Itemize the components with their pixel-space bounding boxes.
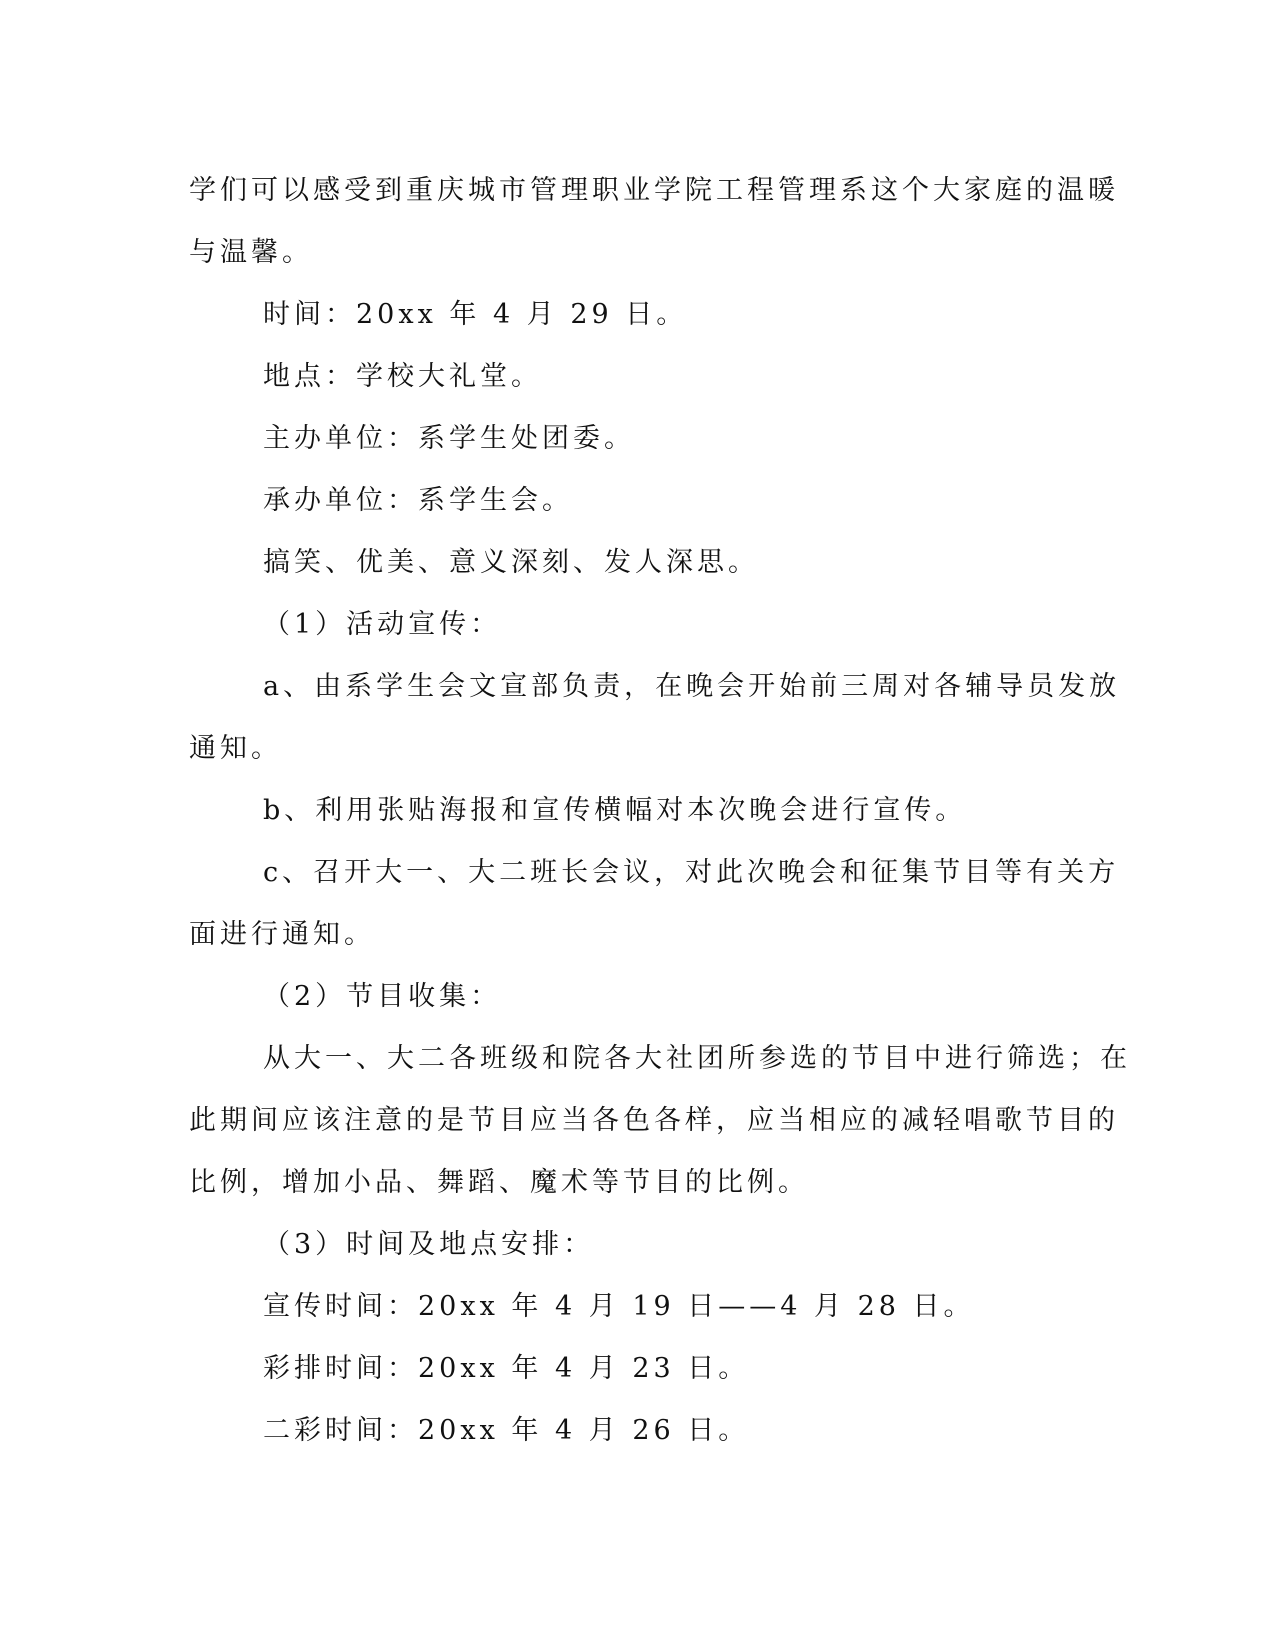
section-heading: （2）节目收集： [263, 981, 502, 1012]
paragraph-line: 从大一、大二各班级和院各大社团所参选的节目中进行筛选；在 [263, 1043, 1131, 1074]
theme-line: 搞笑、优美、意义深刻、发人深思。 [263, 547, 759, 578]
co-organizer-line: 承办单位：系学生会。 [263, 485, 573, 516]
paragraph-line: 面进行通知。 [189, 919, 375, 950]
event-location-line: 地点：学校大礼堂。 [263, 361, 542, 392]
section-heading: （3）时间及地点安排： [263, 1229, 595, 1260]
schedule-line: 二彩时间：20xx 年 4 月 26 日。 [263, 1415, 750, 1446]
schedule-line: 宣传时间：20xx 年 4 月 19 日——4 月 28 日。 [263, 1291, 975, 1322]
document-body [189, 160, 1131, 1462]
paragraph-line: a、由系学生会文宣部负责，在晚会开始前三周对各辅导员发放 [263, 671, 1121, 702]
section-heading: （1）活动宣传： [263, 609, 502, 640]
schedule-line: 彩排时间：20xx 年 4 月 23 日。 [263, 1353, 750, 1384]
paragraph-line: 此期间应该注意的是节目应当各色各样，应当相应的减轻唱歌节目的 [189, 1105, 1119, 1136]
paragraph-line: 与温馨。 [189, 237, 313, 268]
paragraph-line: c、召开大一、大二班长会议，对此次晚会和征集节目等有关方 [263, 857, 1120, 888]
event-time-line: 时间：20xx 年 4 月 29 日。 [263, 299, 688, 330]
paragraph-line: 通知。 [189, 733, 282, 764]
paragraph-line: 学们可以感受到重庆城市管理职业学院工程管理系这个大家庭的温暖 [189, 175, 1119, 206]
paragraph-line: b、利用张贴海报和宣传横幅对本次晚会进行宣传。 [263, 795, 967, 826]
organizer-line: 主办单位：系学生处团委。 [263, 423, 635, 454]
paragraph-line: 比例，增加小品、舞蹈、魔术等节目的比例。 [189, 1167, 809, 1198]
